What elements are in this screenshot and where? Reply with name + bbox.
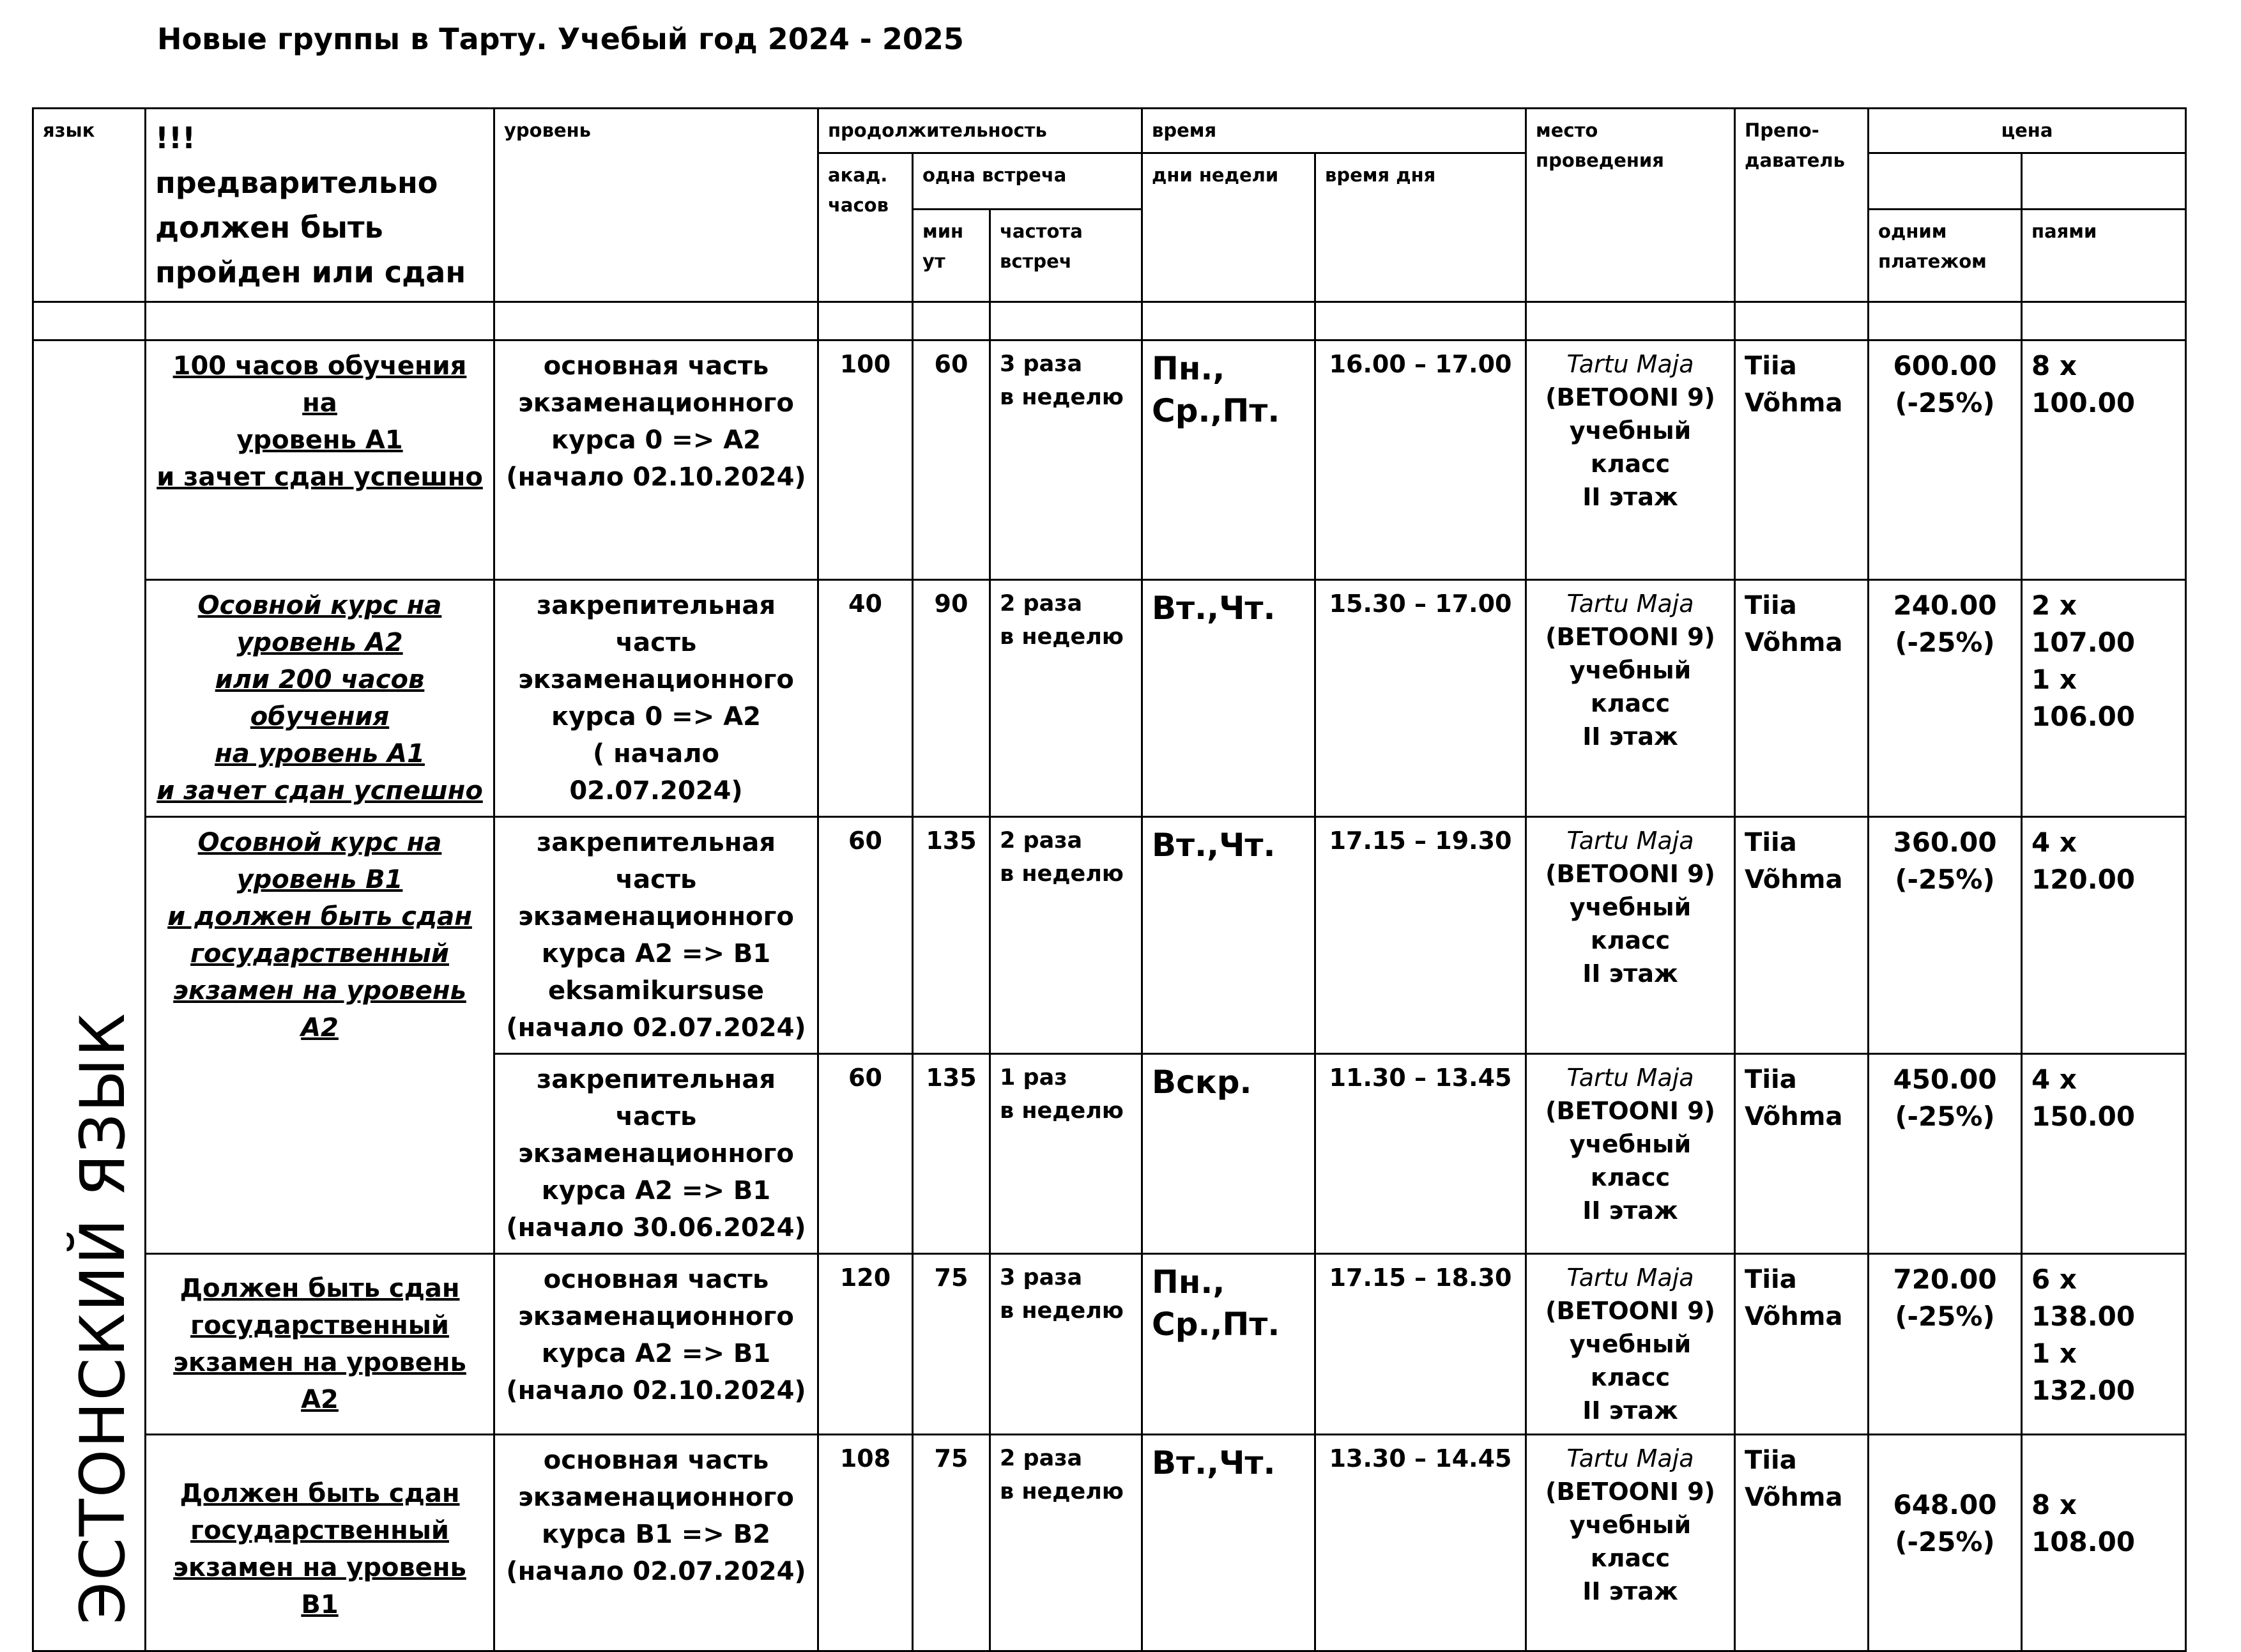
frequency-cell	[990, 1254, 1142, 1435]
teacher-line: Tiia	[1745, 351, 1797, 381]
teacher-line: Võhma	[1745, 388, 1843, 418]
language-label: ЭСТОНСКИЙ ЯЗЫК	[67, 1012, 139, 1625]
requirement-line: экзамен на уровень В1	[173, 1553, 466, 1619]
requirement-line: 100 часов обучения на	[172, 351, 467, 418]
frequency-line: 3 раза	[1000, 351, 1083, 377]
level-line: (начало 02.10.2024)	[506, 1376, 806, 1405]
frequency-cell	[990, 340, 1142, 580]
days-cell	[1142, 1254, 1315, 1435]
frequency-line: в неделю	[1000, 1479, 1124, 1504]
header-price: цена	[1869, 109, 2186, 153]
requirement-cell	[146, 817, 494, 1254]
header-acad-hours: акад. часов	[818, 153, 913, 302]
price-cell	[1869, 340, 2022, 580]
requirement-line: экзамен на уровень А2	[173, 1348, 466, 1414]
minutes-cell: 75	[913, 1435, 990, 1651]
place-line: учебный класс	[1569, 1330, 1692, 1391]
level-line: курса A2 => B1	[541, 1176, 771, 1205]
days-line: Вт.,Чт.	[1152, 1444, 1276, 1481]
teacher-line: Tiia	[1745, 591, 1797, 620]
time-cell: 16.00 – 17.00	[1315, 340, 1526, 580]
header-one-meeting: одна встреча	[913, 153, 1142, 210]
frequency-cell	[990, 1435, 1142, 1651]
price-line: 450.00	[1893, 1064, 1997, 1095]
price-line: 240.00	[1893, 590, 1997, 621]
requirement-line: уровень А1	[236, 425, 403, 455]
level-line: (начало 02.07.2024)	[506, 1557, 806, 1586]
place-cell	[1526, 1054, 1735, 1254]
requirement-cell	[146, 340, 494, 580]
frequency-line: в неделю	[1000, 861, 1124, 887]
requirement-line: и зачет сдан успешно	[157, 776, 483, 806]
level-line: экзаменационного	[518, 1139, 794, 1168]
level-line: экзаменационного	[518, 1483, 794, 1512]
header-minutes: мин ут	[913, 210, 990, 302]
level-line: курса 0 => A2	[551, 702, 761, 731]
frequency-line: в неделю	[1000, 624, 1124, 650]
days-line: Вт.,Чт.	[1152, 827, 1276, 864]
frequency-line: 2 раза	[1000, 1446, 1083, 1471]
days-cell	[1142, 340, 1315, 580]
price-cell	[1869, 1054, 2022, 1254]
installments-cell	[2022, 1054, 2186, 1254]
frequency-line: в неделю	[1000, 1098, 1124, 1124]
teacher-cell	[1735, 817, 1869, 1054]
installments-line: 1 x	[2031, 664, 2077, 695]
installments-line: 106.00	[2031, 701, 2136, 732]
hours-cell: 108	[818, 1435, 913, 1651]
time-cell: 13.30 – 14.45	[1315, 1435, 1526, 1651]
installments-line: 120.00	[2031, 864, 2136, 895]
price-line: (-25%)	[1895, 1101, 1995, 1132]
header-teacher: Препо- даватель	[1735, 109, 1869, 302]
teacher-cell	[1735, 1435, 1869, 1651]
place-line: Tartu Maja	[1566, 1444, 1694, 1472]
empty-cell	[1526, 302, 1735, 340]
place-line: (BETOONI 9)	[1545, 1297, 1715, 1325]
teacher-line: Tiia	[1745, 1265, 1797, 1294]
level-line: eksamikursuse	[548, 976, 764, 1006]
level-line: основная часть	[543, 1265, 769, 1294]
empty-cell	[913, 302, 990, 340]
header-language: язык	[33, 109, 146, 302]
teacher-cell	[1735, 1054, 1869, 1254]
place-line: учебный класс	[1569, 417, 1692, 478]
requirement-line: или 200 часов	[215, 665, 425, 694]
empty-cell	[1869, 302, 2022, 340]
days-line: Ср.,Пт.	[1152, 1306, 1280, 1343]
place-line: учебный класс	[1569, 656, 1692, 717]
requirement-line: Осовной курс на	[197, 591, 442, 620]
installments-line: 2 x	[2031, 590, 2077, 621]
days-line: Пн.,	[1152, 1264, 1225, 1301]
empty-cell	[33, 302, 146, 340]
empty-cell	[494, 302, 818, 340]
level-line: (начало 02.10.2024)	[506, 463, 806, 492]
frequency-cell	[990, 817, 1142, 1054]
table-row	[33, 817, 2186, 1054]
hours-cell: 40	[818, 580, 913, 817]
requirement-line: государственный	[190, 1311, 449, 1340]
price-line: (-25%)	[1895, 864, 1995, 895]
level-line: закрепительная часть	[536, 591, 776, 657]
requirement-cell	[146, 580, 494, 817]
price-line: (-25%)	[1895, 1526, 1995, 1557]
installments-cell	[2022, 580, 2186, 817]
teacher-line: Võhma	[1745, 865, 1843, 894]
installments-line: 107.00	[2031, 627, 2136, 658]
days-cell	[1142, 1054, 1315, 1254]
level-cell	[494, 340, 818, 580]
header-price-spacer	[2022, 153, 2186, 210]
place-line: учебный класс	[1569, 1130, 1692, 1191]
level-line: основная часть	[543, 351, 769, 381]
level-line: ( начало 02.07.2024)	[569, 739, 743, 806]
place-line: II этаж	[1582, 1396, 1678, 1425]
hours-cell: 100	[818, 340, 913, 580]
days-line: Пн.,	[1152, 350, 1225, 387]
place-line: II этаж	[1582, 723, 1678, 751]
place-line: Tartu Maja	[1566, 1264, 1694, 1292]
frequency-line: в неделю	[1000, 385, 1124, 410]
place-line: II этаж	[1582, 960, 1678, 988]
teacher-line: Tiia	[1745, 1446, 1797, 1475]
level-line: экзаменационного	[518, 1302, 794, 1331]
installments-line: 138.00	[2031, 1301, 2136, 1332]
place-line: учебный класс	[1569, 893, 1692, 954]
place-line: (BETOONI 9)	[1545, 860, 1715, 888]
place-cell	[1526, 340, 1735, 580]
teacher-line: Tiia	[1745, 1065, 1797, 1094]
minutes-cell: 60	[913, 340, 990, 580]
level-line: курса A2 => B1	[541, 939, 771, 968]
place-line: Tartu Maja	[1566, 1064, 1694, 1092]
page-title: Новые группы в Тарту. Учебый год 2024 - 2025	[157, 22, 964, 56]
requirement-line: государственный	[190, 939, 449, 968]
header-price-spacer	[1869, 153, 2022, 210]
installments-cell	[2022, 817, 2186, 1054]
place-cell	[1526, 1435, 1735, 1651]
requirement-cell	[146, 1435, 494, 1651]
place-line: учебный класс	[1569, 1511, 1692, 1572]
header-time-of-day: время дня	[1315, 153, 1526, 302]
requirement-line: Осовной курс на	[197, 828, 442, 857]
table-row	[33, 580, 2186, 817]
empty-cell	[818, 302, 913, 340]
place-cell	[1526, 1254, 1735, 1435]
spacer-row	[33, 302, 2186, 340]
frequency-line: 3 раза	[1000, 1265, 1083, 1290]
teacher-line: Võhma	[1745, 1302, 1843, 1331]
installments-line: 1 x	[2031, 1338, 2077, 1369]
installments-line: 8 x	[2031, 1489, 2077, 1520]
level-cell	[494, 1254, 818, 1435]
days-line: Вт.,Чт.	[1152, 590, 1276, 627]
level-line: курса 0 => A2	[551, 425, 761, 455]
minutes-cell: 135	[913, 1054, 990, 1254]
price-cell	[1869, 1254, 2022, 1435]
place-line: II этаж	[1582, 483, 1678, 511]
price-line: (-25%)	[1895, 387, 1995, 418]
teacher-line: Võhma	[1745, 1483, 1843, 1512]
frequency-cell	[990, 580, 1142, 817]
frequency-line: 2 раза	[1000, 828, 1083, 853]
installments-cell	[2022, 340, 2186, 580]
header-prerequisite: !!! предварительно должен быть пройден или сдан	[146, 109, 494, 302]
place-line: II этаж	[1582, 1577, 1678, 1605]
level-line: (начало 30.06.2024)	[506, 1213, 806, 1243]
header-installments: паями	[2022, 210, 2186, 302]
requirement-line: экзамен на уровень А2	[173, 976, 466, 1043]
place-line: II этаж	[1582, 1197, 1678, 1225]
installments-line: 108.00	[2031, 1526, 2136, 1557]
minutes-cell: 90	[913, 580, 990, 817]
level-line: курса A2 => B1	[541, 1339, 771, 1368]
installments-line: 4 x	[2031, 827, 2077, 858]
level-line: экзаменационного	[518, 902, 794, 931]
empty-cell	[2022, 302, 2186, 340]
installments-line: 100.00	[2031, 387, 2136, 418]
table-row	[33, 340, 2186, 580]
time-cell: 15.30 – 17.00	[1315, 580, 1526, 817]
frequency-line: 2 раза	[1000, 591, 1083, 616]
teacher-line: Võhma	[1745, 628, 1843, 657]
level-line: закрепительная часть	[536, 1065, 776, 1131]
place-line: (BETOONI 9)	[1545, 1478, 1715, 1506]
header-time: время	[1142, 109, 1526, 153]
empty-cell	[1315, 302, 1526, 340]
place-line: Tartu Maja	[1566, 827, 1694, 855]
requirement-line: и зачет сдан успешно	[157, 463, 483, 492]
level-line: экзаменационного	[518, 665, 794, 694]
level-cell	[494, 1435, 818, 1651]
days-cell	[1142, 580, 1315, 817]
place-cell	[1526, 580, 1735, 817]
empty-cell	[990, 302, 1142, 340]
place-line: Tartu Maja	[1566, 350, 1694, 378]
empty-cell	[1142, 302, 1315, 340]
header-place: место проведения	[1526, 109, 1735, 302]
requirement-cell	[146, 1254, 494, 1435]
table-row	[33, 1435, 2186, 1651]
requirement-line: обучения	[250, 702, 390, 731]
requirement-line: Должен быть сдан	[180, 1479, 460, 1508]
level-cell	[494, 1054, 818, 1254]
level-line: (начало 02.07.2024)	[506, 1013, 806, 1043]
minutes-cell: 135	[913, 817, 990, 1054]
days-cell	[1142, 1435, 1315, 1651]
schedule-table	[32, 107, 2187, 1652]
hours-cell: 60	[818, 817, 913, 1054]
days-cell	[1142, 817, 1315, 1054]
level-line: основная часть	[543, 1446, 769, 1475]
days-line: Вскр.	[1152, 1064, 1252, 1101]
requirement-line: и должен быть сдан	[167, 902, 472, 931]
installments-line: 8 x	[2031, 350, 2077, 381]
price-line: (-25%)	[1895, 1301, 1995, 1332]
teacher-line: Võhma	[1745, 1102, 1843, 1131]
place-line: (BETOONI 9)	[1545, 383, 1715, 411]
installments-line: 150.00	[2031, 1101, 2136, 1132]
days-line: Ср.,Пт.	[1152, 392, 1280, 429]
requirement-line: государственный	[190, 1516, 449, 1545]
place-line: (BETOONI 9)	[1545, 1097, 1715, 1125]
language-cell	[33, 340, 146, 1651]
header-frequency: частота встреч	[990, 210, 1142, 302]
teacher-cell	[1735, 1254, 1869, 1435]
requirement-line: уровень А2	[236, 628, 403, 657]
installments-line: 6 x	[2031, 1264, 2077, 1295]
price-cell	[1869, 817, 2022, 1054]
level-line: закрепительная часть	[536, 828, 776, 894]
teacher-cell	[1735, 340, 1869, 580]
installments-cell	[2022, 1254, 2186, 1435]
hours-cell: 120	[818, 1254, 913, 1435]
header-duration: продолжительность	[818, 109, 1142, 153]
price-line: 648.00	[1893, 1489, 1997, 1520]
teacher-line: Tiia	[1745, 828, 1797, 857]
minutes-cell: 75	[913, 1254, 990, 1435]
time-cell: 17.15 – 19.30	[1315, 817, 1526, 1054]
time-cell: 11.30 – 13.45	[1315, 1054, 1526, 1254]
price-cell	[1869, 580, 2022, 817]
place-line: Tartu Maja	[1566, 590, 1694, 618]
requirement-line: Должен быть сдан	[180, 1274, 460, 1303]
level-line: курса B1 => B2	[541, 1520, 770, 1549]
price-line: 600.00	[1893, 350, 1997, 381]
header-level: уровень	[494, 109, 818, 302]
installments-cell	[2022, 1435, 2186, 1651]
frequency-cell	[990, 1054, 1142, 1254]
requirement-line: уровень В1	[236, 865, 403, 894]
installments-line: 132.00	[2031, 1375, 2136, 1406]
table-row	[33, 1254, 2186, 1435]
price-line: 720.00	[1893, 1264, 1997, 1295]
frequency-line: в неделю	[1000, 1298, 1124, 1324]
empty-cell	[1735, 302, 1869, 340]
level-line: экзаменационного	[518, 388, 794, 418]
price-line: (-25%)	[1895, 627, 1995, 658]
installments-line: 4 x	[2031, 1064, 2077, 1095]
hours-cell: 60	[818, 1054, 913, 1254]
price-cell	[1869, 1435, 2022, 1651]
time-cell: 17.15 – 18.30	[1315, 1254, 1526, 1435]
header-row	[33, 109, 2186, 153]
price-line: 360.00	[1893, 827, 1997, 858]
frequency-line: 1 раз	[1000, 1065, 1067, 1090]
teacher-cell	[1735, 580, 1869, 817]
place-line: (BETOONI 9)	[1545, 623, 1715, 651]
level-cell	[494, 580, 818, 817]
header-one-payment: одним платежом	[1869, 210, 2022, 302]
level-cell	[494, 817, 818, 1054]
header-weekdays: дни недели	[1142, 153, 1315, 302]
empty-cell	[146, 302, 494, 340]
place-cell	[1526, 817, 1735, 1054]
requirement-line: на уровень А1	[215, 739, 425, 769]
